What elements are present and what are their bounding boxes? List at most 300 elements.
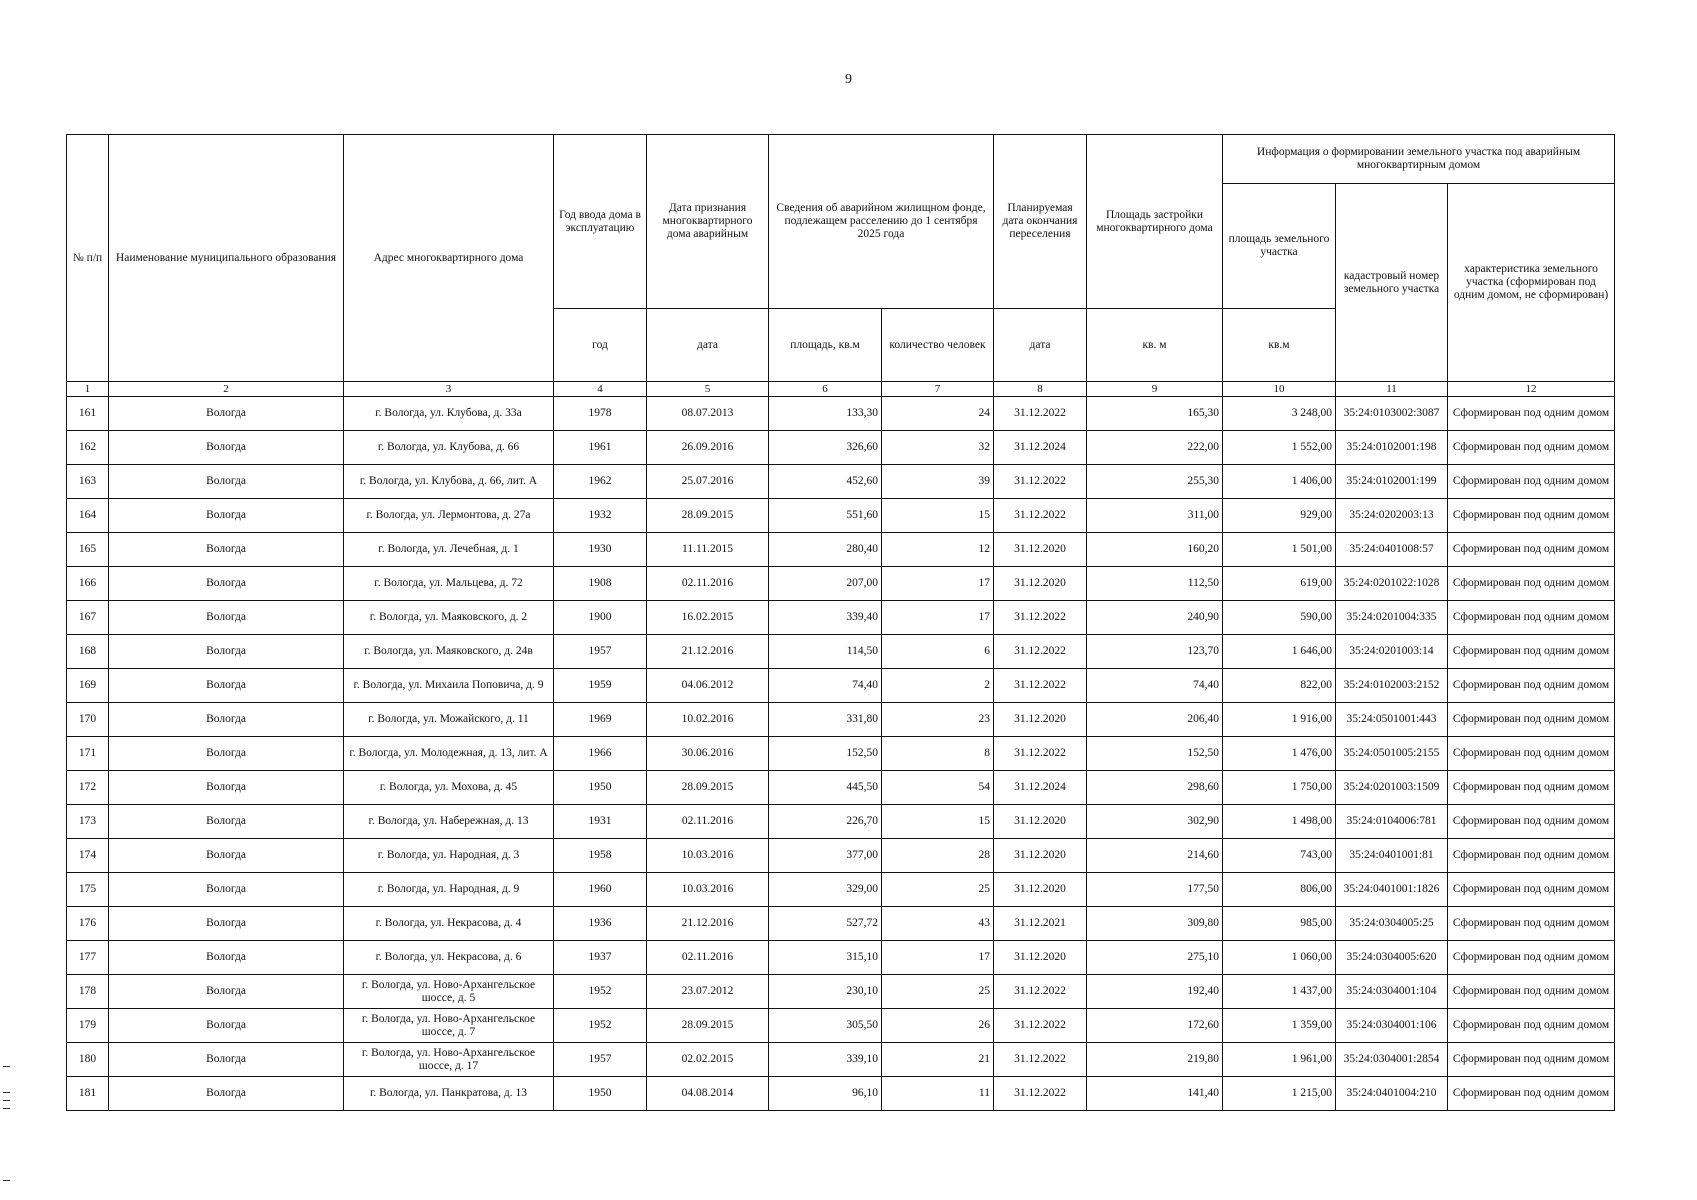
column-number: 4 <box>554 382 647 397</box>
cell-year-built: 1978 <box>554 397 647 431</box>
cell-address: г. Вологда, ул. Панкратова, д. 13 <box>344 1077 554 1111</box>
column-number: 8 <box>994 382 1087 397</box>
table-row <box>67 1043 1615 1077</box>
cell-municipality: Вологда <box>109 941 344 975</box>
cell-cadastral-number: 35:24:0401001:81 <box>1336 839 1448 873</box>
header-unit-area: площадь, кв.м <box>769 309 882 382</box>
cell-year-built: 1966 <box>554 737 647 771</box>
cell-area-sqm: 452,60 <box>769 465 882 499</box>
cell-row-number: 169 <box>67 669 109 703</box>
cell-municipality: Вологда <box>109 533 344 567</box>
header-land-area: площадь земельного участка <box>1223 184 1336 309</box>
table-row <box>67 669 1615 703</box>
cell-year-built: 1937 <box>554 941 647 975</box>
table-row <box>67 533 1615 567</box>
cell-row-number: 162 <box>67 431 109 465</box>
cell-year-built: 1957 <box>554 1043 647 1077</box>
cell-row-number: 177 <box>67 941 109 975</box>
cell-land-characteristic: Сформирован под одним домом <box>1448 669 1615 703</box>
cell-recognition-date: 02.11.2016 <box>647 941 769 975</box>
cell-municipality: Вологда <box>109 669 344 703</box>
cell-land-area: 1 916,00 <box>1223 703 1336 737</box>
cell-people-count: 39 <box>882 465 994 499</box>
cell-land-area: 1 501,00 <box>1223 533 1336 567</box>
cell-land-area: 929,00 <box>1223 499 1336 533</box>
cell-year-built: 1969 <box>554 703 647 737</box>
cell-people-count: 2 <box>882 669 994 703</box>
cell-recognition-date: 08.07.2013 <box>647 397 769 431</box>
cell-row-number: 173 <box>67 805 109 839</box>
cell-planned-end-date: 31.12.2021 <box>994 907 1087 941</box>
cell-built-area: 302,90 <box>1087 805 1223 839</box>
cell-row-number: 168 <box>67 635 109 669</box>
cell-land-characteristic: Сформирован под одним домом <box>1448 975 1615 1009</box>
cell-cadastral-number: 35:24:0401008:57 <box>1336 533 1448 567</box>
cell-planned-end-date: 31.12.2022 <box>994 1077 1087 1111</box>
cell-area-sqm: 96,10 <box>769 1077 882 1111</box>
cell-area-sqm: 74,40 <box>769 669 882 703</box>
cell-planned-end-date: 31.12.2022 <box>994 1043 1087 1077</box>
cell-recognition-date: 30.06.2016 <box>647 737 769 771</box>
table-row <box>67 873 1615 907</box>
cell-people-count: 12 <box>882 533 994 567</box>
cell-built-area: 165,30 <box>1087 397 1223 431</box>
cell-year-built: 1952 <box>554 975 647 1009</box>
cell-land-area: 1 406,00 <box>1223 465 1336 499</box>
column-number: 12 <box>1448 382 1615 397</box>
table-row <box>67 601 1615 635</box>
cell-recognition-date: 28.09.2015 <box>647 1009 769 1043</box>
table-row <box>67 567 1615 601</box>
table-body <box>67 397 1615 1111</box>
column-number: 6 <box>769 382 882 397</box>
cell-built-area: 74,40 <box>1087 669 1223 703</box>
page-number: 9 <box>845 72 852 87</box>
cell-land-area: 1 359,00 <box>1223 1009 1336 1043</box>
cell-built-area: 172,60 <box>1087 1009 1223 1043</box>
cell-planned-end-date: 31.12.2022 <box>994 499 1087 533</box>
column-number: 9 <box>1087 382 1223 397</box>
cell-municipality: Вологда <box>109 703 344 737</box>
cell-land-area: 1 552,00 <box>1223 431 1336 465</box>
cell-address: г. Вологда, ул. Ново-Архангельское шоссе, д. 5 <box>344 975 554 1009</box>
cell-land-characteristic: Сформирован под одним домом <box>1448 567 1615 601</box>
cell-built-area: 255,30 <box>1087 465 1223 499</box>
cell-built-area: 222,00 <box>1087 431 1223 465</box>
cell-municipality: Вологда <box>109 431 344 465</box>
cell-address: г. Вологда, ул. Молодежная, д. 13, лит. А <box>344 737 554 771</box>
cell-land-characteristic: Сформирован под одним домом <box>1448 635 1615 669</box>
cell-area-sqm: 315,10 <box>769 941 882 975</box>
cell-people-count: 23 <box>882 703 994 737</box>
cell-land-characteristic: Сформирован под одним домом <box>1448 397 1615 431</box>
cell-address: г. Вологда, ул. Ново-Архангельское шоссе, д. 7 <box>344 1009 554 1043</box>
cell-planned-end-date: 31.12.2022 <box>994 1009 1087 1043</box>
cell-area-sqm: 230,10 <box>769 975 882 1009</box>
table-row <box>67 771 1615 805</box>
cell-planned-end-date: 31.12.2022 <box>994 465 1087 499</box>
cell-cadastral-number: 35:24:0201004:335 <box>1336 601 1448 635</box>
cell-municipality: Вологда <box>109 601 344 635</box>
cell-cadastral-number: 35:24:0104006:781 <box>1336 805 1448 839</box>
column-number: 2 <box>109 382 344 397</box>
header-unit-date2: дата <box>994 309 1087 382</box>
cell-land-area: 590,00 <box>1223 601 1336 635</box>
cell-cadastral-number: 35:24:0401004:210 <box>1336 1077 1448 1111</box>
cell-land-characteristic: Сформирован под одним домом <box>1448 771 1615 805</box>
cell-people-count: 26 <box>882 1009 994 1043</box>
cell-cadastral-number: 35:24:0401001:1826 <box>1336 873 1448 907</box>
header-unit-kvm2: кв.м <box>1223 309 1336 382</box>
cell-recognition-date: 11.11.2015 <box>647 533 769 567</box>
cell-row-number: 163 <box>67 465 109 499</box>
cell-area-sqm: 339,10 <box>769 1043 882 1077</box>
cell-area-sqm: 527,72 <box>769 907 882 941</box>
cell-area-sqm: 114,50 <box>769 635 882 669</box>
cell-land-characteristic: Сформирован под одним домом <box>1448 499 1615 533</box>
cell-row-number: 180 <box>67 1043 109 1077</box>
cell-cadastral-number: 35:24:0501001:443 <box>1336 703 1448 737</box>
cell-people-count: 15 <box>882 805 994 839</box>
cell-cadastral-number: 35:24:0201003:14 <box>1336 635 1448 669</box>
cell-planned-end-date: 31.12.2022 <box>994 737 1087 771</box>
cell-recognition-date: 02.02.2015 <box>647 1043 769 1077</box>
cell-planned-end-date: 31.12.2020 <box>994 533 1087 567</box>
cell-land-characteristic: Сформирован под одним домом <box>1448 941 1615 975</box>
cell-address: г. Вологда, ул. Клубова, д. 66, лит. А <box>344 465 554 499</box>
cell-recognition-date: 16.02.2015 <box>647 601 769 635</box>
cell-land-characteristic: Сформирован под одним домом <box>1448 431 1615 465</box>
cell-municipality: Вологда <box>109 805 344 839</box>
cell-planned-end-date: 31.12.2022 <box>994 397 1087 431</box>
cell-built-area: 160,20 <box>1087 533 1223 567</box>
cell-municipality: Вологда <box>109 873 344 907</box>
cell-planned-end-date: 31.12.2020 <box>994 805 1087 839</box>
column-number: 10 <box>1223 382 1336 397</box>
cell-row-number: 174 <box>67 839 109 873</box>
header-recognition-date: Дата признания многоквартирного дома аварийным <box>647 135 769 309</box>
cell-cadastral-number: 35:24:0102003:2152 <box>1336 669 1448 703</box>
cell-address: г. Вологда, ул. Мальцева, д. 72 <box>344 567 554 601</box>
cell-year-built: 1936 <box>554 907 647 941</box>
cell-built-area: 192,40 <box>1087 975 1223 1009</box>
cell-planned-end-date: 31.12.2022 <box>994 601 1087 635</box>
cell-address: г. Вологда, ул. Некрасова, д. 4 <box>344 907 554 941</box>
cell-recognition-date: 26.09.2016 <box>647 431 769 465</box>
table-row <box>67 635 1615 669</box>
cell-cadastral-number: 35:24:0201022:1028 <box>1336 567 1448 601</box>
cell-area-sqm: 226,70 <box>769 805 882 839</box>
cell-planned-end-date: 31.12.2022 <box>994 669 1087 703</box>
cell-built-area: 214,60 <box>1087 839 1223 873</box>
cell-built-area: 219,80 <box>1087 1043 1223 1077</box>
cell-land-area: 822,00 <box>1223 669 1336 703</box>
cell-area-sqm: 331,80 <box>769 703 882 737</box>
cell-area-sqm: 152,50 <box>769 737 882 771</box>
cell-land-area: 1 750,00 <box>1223 771 1336 805</box>
cell-recognition-date: 25.07.2016 <box>647 465 769 499</box>
header-planned-end: Планируемая дата окончания переселения <box>994 135 1087 309</box>
cell-area-sqm: 326,60 <box>769 431 882 465</box>
cell-recognition-date: 10.03.2016 <box>647 839 769 873</box>
column-number: 3 <box>344 382 554 397</box>
table-row <box>67 431 1615 465</box>
table-row <box>67 499 1615 533</box>
cell-built-area: 275,10 <box>1087 941 1223 975</box>
cell-municipality: Вологда <box>109 839 344 873</box>
table-row <box>67 941 1615 975</box>
cell-address: г. Вологда, ул. Народная, д. 9 <box>344 873 554 907</box>
cell-area-sqm: 329,00 <box>769 873 882 907</box>
cell-municipality: Вологда <box>109 1043 344 1077</box>
cell-people-count: 17 <box>882 601 994 635</box>
cell-people-count: 24 <box>882 397 994 431</box>
cell-cadastral-number: 35:24:0304001:106 <box>1336 1009 1448 1043</box>
cell-land-characteristic: Сформирован под одним домом <box>1448 805 1615 839</box>
cell-area-sqm: 305,50 <box>769 1009 882 1043</box>
cell-municipality: Вологда <box>109 771 344 805</box>
cell-planned-end-date: 31.12.2020 <box>994 941 1087 975</box>
cell-year-built: 1962 <box>554 465 647 499</box>
cell-municipality: Вологда <box>109 737 344 771</box>
cell-row-number: 171 <box>67 737 109 771</box>
cell-planned-end-date: 31.12.2022 <box>994 635 1087 669</box>
cell-planned-end-date: 31.12.2020 <box>994 873 1087 907</box>
cell-year-built: 1931 <box>554 805 647 839</box>
cell-row-number: 166 <box>67 567 109 601</box>
cell-municipality: Вологда <box>109 1009 344 1043</box>
header-year-built: Год ввода дома в эксплуатацию <box>554 135 647 309</box>
table-row <box>67 1077 1615 1111</box>
cell-people-count: 28 <box>882 839 994 873</box>
cell-land-characteristic: Сформирован под одним домом <box>1448 1077 1615 1111</box>
cell-people-count: 25 <box>882 873 994 907</box>
cell-year-built: 1932 <box>554 499 647 533</box>
cell-planned-end-date: 31.12.2024 <box>994 431 1087 465</box>
cell-recognition-date: 21.12.2016 <box>647 635 769 669</box>
cell-municipality: Вологда <box>109 567 344 601</box>
cell-land-area: 1 961,00 <box>1223 1043 1336 1077</box>
table-row <box>67 1009 1615 1043</box>
cell-row-number: 172 <box>67 771 109 805</box>
cell-municipality: Вологда <box>109 397 344 431</box>
cell-people-count: 21 <box>882 1043 994 1077</box>
cell-row-number: 181 <box>67 1077 109 1111</box>
table-row <box>67 839 1615 873</box>
cell-year-built: 1957 <box>554 635 647 669</box>
cell-address: г. Вологда, ул. Лечебная, д. 1 <box>344 533 554 567</box>
cell-people-count: 6 <box>882 635 994 669</box>
cell-address: г. Вологда, ул. Набережная, д. 13 <box>344 805 554 839</box>
emergency-housing-table <box>66 134 1615 1111</box>
cell-cadastral-number: 35:24:0102001:198 <box>1336 431 1448 465</box>
margin-mark <box>3 1108 10 1109</box>
cell-recognition-date: 10.03.2016 <box>647 873 769 907</box>
cell-land-area: 743,00 <box>1223 839 1336 873</box>
cell-year-built: 1950 <box>554 771 647 805</box>
cell-year-built: 1958 <box>554 839 647 873</box>
cell-recognition-date: 23.07.2012 <box>647 975 769 1009</box>
cell-address: г. Вологда, ул. Народная, д. 3 <box>344 839 554 873</box>
cell-municipality: Вологда <box>109 975 344 1009</box>
cell-cadastral-number: 35:24:0103002:3087 <box>1336 397 1448 431</box>
table-row <box>67 805 1615 839</box>
cell-year-built: 1950 <box>554 1077 647 1111</box>
table-row <box>67 703 1615 737</box>
cell-built-area: 141,40 <box>1087 1077 1223 1111</box>
cell-land-area: 3 248,00 <box>1223 397 1336 431</box>
cell-planned-end-date: 31.12.2024 <box>994 771 1087 805</box>
cell-people-count: 32 <box>882 431 994 465</box>
table-header <box>67 135 1615 397</box>
cell-row-number: 170 <box>67 703 109 737</box>
cell-row-number: 178 <box>67 975 109 1009</box>
cell-area-sqm: 445,50 <box>769 771 882 805</box>
table-row <box>67 975 1615 1009</box>
cell-land-area: 806,00 <box>1223 873 1336 907</box>
cell-planned-end-date: 31.12.2020 <box>994 567 1087 601</box>
cell-address: г. Вологда, ул. Клубова, д. 66 <box>344 431 554 465</box>
cell-municipality: Вологда <box>109 907 344 941</box>
cell-area-sqm: 339,40 <box>769 601 882 635</box>
header-fund-info: Сведения об аварийном жилищном фонде, подлежащем расселению до 1 сентября 2025 года <box>769 135 994 309</box>
cell-recognition-date: 10.02.2016 <box>647 703 769 737</box>
cell-address: г. Вологда, ул. Можайского, д. 11 <box>344 703 554 737</box>
table-row <box>67 737 1615 771</box>
cell-built-area: 123,70 <box>1087 635 1223 669</box>
cell-address: г. Вологда, ул. Клубова, д. 33а <box>344 397 554 431</box>
cell-municipality: Вологда <box>109 499 344 533</box>
cell-row-number: 167 <box>67 601 109 635</box>
cell-area-sqm: 280,40 <box>769 533 882 567</box>
cell-people-count: 54 <box>882 771 994 805</box>
cell-year-built: 1960 <box>554 873 647 907</box>
cell-municipality: Вологда <box>109 1077 344 1111</box>
cell-built-area: 112,50 <box>1087 567 1223 601</box>
cell-row-number: 164 <box>67 499 109 533</box>
cell-recognition-date: 04.06.2012 <box>647 669 769 703</box>
cell-cadastral-number: 35:24:0102001:199 <box>1336 465 1448 499</box>
cell-address: г. Вологда, ул. Маяковского, д. 2 <box>344 601 554 635</box>
cell-area-sqm: 551,60 <box>769 499 882 533</box>
cell-recognition-date: 02.11.2016 <box>647 805 769 839</box>
cell-land-characteristic: Сформирован под одним домом <box>1448 873 1615 907</box>
cell-municipality: Вологда <box>109 465 344 499</box>
cell-recognition-date: 28.09.2015 <box>647 499 769 533</box>
cell-land-characteristic: Сформирован под одним домом <box>1448 1043 1615 1077</box>
margin-mark <box>3 1180 10 1181</box>
cell-land-area: 1 498,00 <box>1223 805 1336 839</box>
cell-address: г. Вологда, ул. Михаила Поповича, д. 9 <box>344 669 554 703</box>
cell-year-built: 1961 <box>554 431 647 465</box>
cell-municipality: Вологда <box>109 635 344 669</box>
cell-land-characteristic: Сформирован под одним домом <box>1448 737 1615 771</box>
cell-recognition-date: 02.11.2016 <box>647 567 769 601</box>
cell-land-area: 1 476,00 <box>1223 737 1336 771</box>
cell-row-number: 161 <box>67 397 109 431</box>
cell-recognition-date: 28.09.2015 <box>647 771 769 805</box>
cell-year-built: 1952 <box>554 1009 647 1043</box>
cell-year-built: 1900 <box>554 601 647 635</box>
header-land-info: Информация о формировании земельного участка под аварийным многоквартирным домом <box>1223 135 1615 184</box>
cell-cadastral-number: 35:24:0304005:25 <box>1336 907 1448 941</box>
header-cadastral: кадастровый номер земельного участка <box>1336 184 1448 382</box>
cell-land-area: 1 646,00 <box>1223 635 1336 669</box>
cell-planned-end-date: 31.12.2020 <box>994 703 1087 737</box>
margin-mark <box>3 1066 10 1067</box>
header-num: № п/п <box>67 135 109 382</box>
column-number: 5 <box>647 382 769 397</box>
cell-area-sqm: 377,00 <box>769 839 882 873</box>
cell-planned-end-date: 31.12.2020 <box>994 839 1087 873</box>
cell-area-sqm: 133,30 <box>769 397 882 431</box>
cell-built-area: 311,00 <box>1087 499 1223 533</box>
cell-land-characteristic: Сформирован под одним домом <box>1448 533 1615 567</box>
cell-address: г. Вологда, ул. Некрасова, д. 6 <box>344 941 554 975</box>
table-row <box>67 397 1615 431</box>
cell-year-built: 1908 <box>554 567 647 601</box>
cell-recognition-date: 04.08.2014 <box>647 1077 769 1111</box>
cell-land-characteristic: Сформирован под одним домом <box>1448 1009 1615 1043</box>
cell-built-area: 177,50 <box>1087 873 1223 907</box>
cell-land-characteristic: Сформирован под одним домом <box>1448 601 1615 635</box>
header-unit-year: год <box>554 309 647 382</box>
cell-recognition-date: 21.12.2016 <box>647 907 769 941</box>
cell-people-count: 11 <box>882 1077 994 1111</box>
cell-cadastral-number: 35:24:0201003:1509 <box>1336 771 1448 805</box>
header-address: Адрес многоквартирного дома <box>344 135 554 382</box>
cell-land-area: 1 437,00 <box>1223 975 1336 1009</box>
cell-area-sqm: 207,00 <box>769 567 882 601</box>
cell-built-area: 152,50 <box>1087 737 1223 771</box>
header-unit-kvm: кв. м <box>1087 309 1223 382</box>
cell-land-area: 1 215,00 <box>1223 1077 1336 1111</box>
cell-address: г. Вологда, ул. Ново-Архангельское шоссе, д. 17 <box>344 1043 554 1077</box>
cell-year-built: 1959 <box>554 669 647 703</box>
cell-built-area: 298,60 <box>1087 771 1223 805</box>
cell-cadastral-number: 35:24:0304001:2854 <box>1336 1043 1448 1077</box>
cell-cadastral-number: 35:24:0304001:104 <box>1336 975 1448 1009</box>
header-land-char: характеристика земельного участка (сформирован под одним домом, не сформирован) <box>1448 184 1615 382</box>
header-municipality: Наименование муниципального образования <box>109 135 344 382</box>
cell-cadastral-number: 35:24:0501005:2155 <box>1336 737 1448 771</box>
margin-mark <box>3 1100 10 1101</box>
cell-row-number: 165 <box>67 533 109 567</box>
cell-year-built: 1930 <box>554 533 647 567</box>
cell-row-number: 176 <box>67 907 109 941</box>
column-number: 11 <box>1336 382 1448 397</box>
cell-planned-end-date: 31.12.2022 <box>994 975 1087 1009</box>
cell-land-area: 1 060,00 <box>1223 941 1336 975</box>
column-number: 7 <box>882 382 994 397</box>
cell-people-count: 8 <box>882 737 994 771</box>
cell-built-area: 206,40 <box>1087 703 1223 737</box>
cell-people-count: 17 <box>882 941 994 975</box>
header-unit-people: количество человек <box>882 309 994 382</box>
cell-people-count: 17 <box>882 567 994 601</box>
column-number: 1 <box>67 382 109 397</box>
cell-address: г. Вологда, ул. Мохова, д. 45 <box>344 771 554 805</box>
header-unit-date: дата <box>647 309 769 382</box>
cell-built-area: 309,80 <box>1087 907 1223 941</box>
cell-row-number: 179 <box>67 1009 109 1043</box>
cell-cadastral-number: 35:24:0304005:620 <box>1336 941 1448 975</box>
cell-built-area: 240,90 <box>1087 601 1223 635</box>
header-built-area: Площадь застройки многоквартирного дома <box>1087 135 1223 309</box>
cell-land-area: 619,00 <box>1223 567 1336 601</box>
margin-mark <box>3 1092 10 1093</box>
cell-people-count: 43 <box>882 907 994 941</box>
